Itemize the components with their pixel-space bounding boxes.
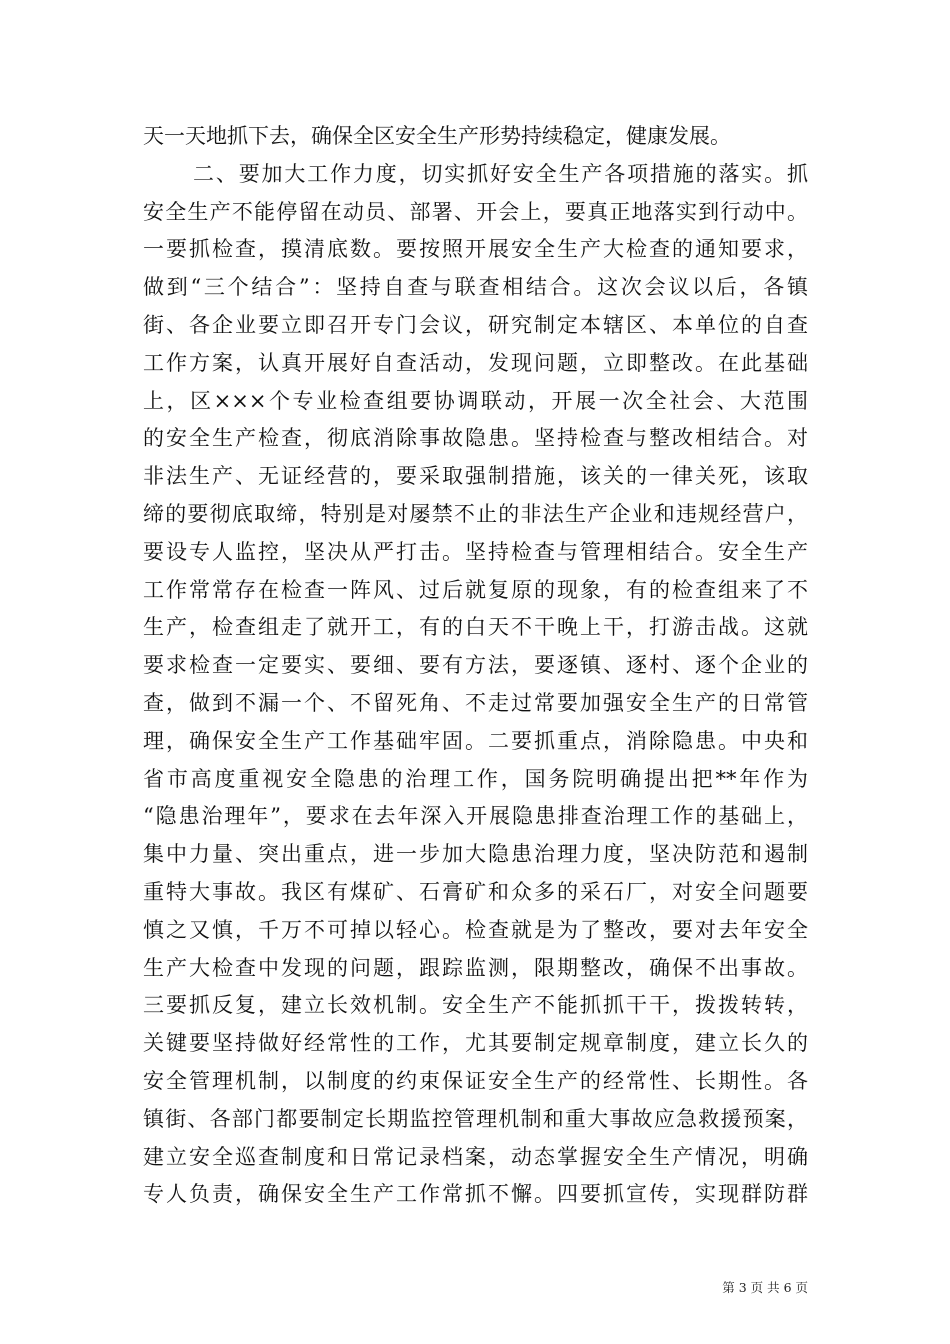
text-line: 理，确保安全生产工作基础牢固。二要抓重点，消除隐患。中央和 (143, 728, 808, 753)
text-line: 三要抓反复，建立长效机制。安全生产不能抓抓干干，拨拨转转， (143, 993, 808, 1018)
text-line: 生产大检查中发现的问题，跟踪监测，限期整改，确保不出事故。 (143, 955, 808, 980)
text-line: 安全生产不能停留在动员、部署、开会上，要真正地落实到行动中。 (143, 199, 808, 224)
text-line: 非法生产、无证经营的，要采取强制措施，该关的一律关死，该取 (143, 464, 808, 489)
text-line: 缔的要彻底取缔，特别是对屡禁不止的非法生产企业和违规经营户， (143, 501, 808, 526)
text-line: 重特大事故。我区有煤矿、石膏矿和众多的采石厂，对安全问题要 (143, 879, 808, 904)
text-line: “隐患治理年”，要求在去年深入开展隐患排查治理工作的基础上， (143, 804, 808, 829)
text-line: 建立安全巡查制度和日常记录档案，动态掌握安全生产情况，明确 (143, 1144, 808, 1169)
text-line: 省市高度重视安全隐患的治理工作，国务院明确提出把**年作为 (143, 766, 808, 791)
text-line: 做到“三个结合”：坚持自查与联查相结合。这次会议以后，各镇 (143, 275, 808, 300)
text-line: 上，区×××个专业检查组要协调联动，开展一次全社会、大范围 (143, 388, 808, 413)
text-line: 集中力量、突出重点，进一步加大隐患治理力度，坚决防范和遏制 (143, 842, 808, 867)
text-line: 慎之又慎，千万不可掉以轻心。检查就是为了整改，要对去年安全 (143, 917, 808, 942)
body-text (143, 118, 808, 1214)
text-line: 关键要坚持做好经常性的工作，尤其要制定规章制度，建立长久的 (143, 1031, 808, 1056)
page-number: 第 3 页 共 6 页 (722, 1280, 808, 1295)
text-line: 安全管理机制，以制度的约束保证安全生产的经常性、长期性。各 (143, 1068, 808, 1093)
text-line: 要求检查一定要实、要细、要有方法，要逐镇、逐村、逐个企业的 (143, 653, 808, 678)
text-line: 街、各企业要立即召开专门会议，研究制定本辖区、本单位的自查 (143, 312, 808, 337)
text-line: 天一天地抓下去，确保全区安全生产形势持续稳定，健康发展。 (143, 124, 731, 148)
text-line: 工作方案，认真开展好自查活动，发现问题，立即整改。在此基础 (143, 350, 808, 375)
text-line: 专人负责，确保安全生产工作常抓不懈。四要抓宣传，实现群防群 (143, 1182, 808, 1207)
text-line: 工作常常存在检查一阵风、过后就复原的现象，有的检查组来了不 (143, 577, 808, 602)
text-line: 查，做到不漏一个、不留死角、不走过常要加强安全生产的日常管 (143, 690, 808, 715)
text-line: 一要抓检查，摸清底数。要按照开展安全生产大检查的通知要求， (143, 237, 808, 262)
text-line: 要设专人监控，坚决从严打击。坚持检查与管理相结合。安全生产 (143, 539, 808, 564)
text-line: 镇街、各部门都要制定长期监控管理机制和重大事故应急救援预案， (143, 1106, 808, 1131)
section-heading-line: 二、要加大工作力度，切实抓好安全生产各项措施的落实。抓 (193, 161, 808, 186)
text-line: 生产，检查组走了就开工，有的白天不干晚上干，打游击战。这就 (143, 615, 808, 640)
text-line: 的安全生产检查，彻底消除事故隐患。坚持检查与整改相结合。对 (143, 426, 808, 451)
